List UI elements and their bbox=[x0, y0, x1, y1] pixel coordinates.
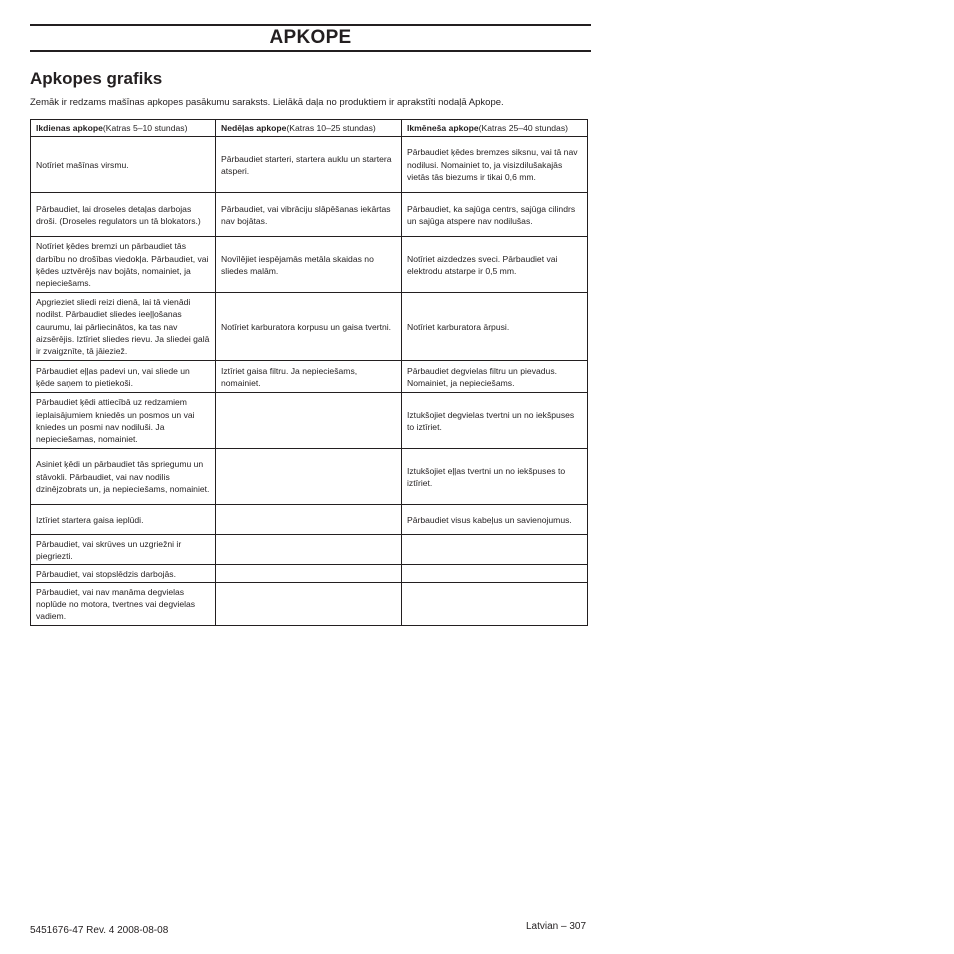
table-row bbox=[31, 237, 588, 293]
table-row bbox=[31, 393, 588, 449]
header-weekly-interval: (Katras 10–25 stundas) bbox=[286, 123, 376, 133]
table-cell-daily: Pārbaudiet, vai skrūves un uzgriežni ir piegriezti. bbox=[31, 535, 216, 565]
table-row bbox=[31, 449, 588, 505]
table-row bbox=[31, 505, 588, 535]
table-cell-monthly: Iztukšojiet eļļas tvertni un no iekšpuses to iztīriet. bbox=[402, 449, 588, 505]
table-cell-weekly bbox=[216, 535, 402, 565]
header-monthly bbox=[402, 120, 588, 137]
table-cell-monthly bbox=[402, 535, 588, 565]
table-cell-monthly: Iztukšojiet degvielas tvertni un no iekšpuses to iztīriet. bbox=[402, 393, 588, 449]
table-cell-monthly: Pārbaudiet ķēdes bremzes siksnu, vai tā nav nodilusi. Nomainiet to, ja visizdilušakajās vietās tās biezums ir tikai 0,6 mm. bbox=[402, 137, 588, 193]
section-header bbox=[30, 24, 591, 52]
table-row bbox=[31, 137, 588, 193]
table-row bbox=[31, 293, 588, 361]
table-row bbox=[31, 361, 588, 393]
table-cell-daily: Iztīriet startera gaisa ieplūdi. bbox=[31, 505, 216, 535]
table-cell-monthly: Pārbaudiet degvielas filtru un pievadus. Nomainiet, ja nepieciešams. bbox=[402, 361, 588, 393]
header-monthly-title: Ikmēneša apkope bbox=[407, 123, 479, 133]
table-cell-weekly bbox=[216, 565, 402, 583]
header-daily bbox=[31, 120, 216, 137]
table-cell-daily: Pārbaudiet, vai stopslēdzis darbojās. bbox=[31, 565, 216, 583]
table-header-row bbox=[31, 120, 588, 137]
table-cell-daily: Notīriet mašīnas virsmu. bbox=[31, 137, 216, 193]
table-body bbox=[31, 137, 588, 626]
table-cell-monthly: Pārbaudiet visus kabeļus un savienojumus. bbox=[402, 505, 588, 535]
header-monthly-interval: (Katras 25–40 stundas) bbox=[478, 123, 568, 133]
table-cell-daily: Pārbaudiet, vai nav manāma degvielas noplūde no motora, tvertnes vai degvielas vadiem. bbox=[31, 583, 216, 626]
maintenance-schedule-table bbox=[30, 119, 588, 626]
table-cell-daily: Notīriet ķēdes bremzi un pārbaudiet tās darbību no drošības viedokļa. Pārbaudiet, vai ķēdes uztvērējs nav bojāts, nomainiet, ja nepieciešams. bbox=[31, 237, 216, 293]
table-cell-weekly: Novīlējiet iespējamās metāla skaidas no sliedes malām. bbox=[216, 237, 402, 293]
table-cell-weekly: Pārbaudiet starteri, startera auklu un startera atsperi. bbox=[216, 137, 402, 193]
table-cell-daily: Pārbaudiet eļļas padevi un, vai sliede un ķēde saņem to pietiekoši. bbox=[31, 361, 216, 393]
page-title: Apkopes grafiks bbox=[30, 69, 163, 88]
page-number: Latvian – 307 bbox=[526, 921, 587, 932]
table-row bbox=[31, 535, 588, 565]
section-header-text: APKOPE bbox=[269, 27, 352, 48]
header-weekly bbox=[216, 120, 402, 137]
table-cell-monthly bbox=[402, 565, 588, 583]
table-row bbox=[31, 583, 588, 626]
table-cell-weekly: Pārbaudiet, vai vibrāciju slāpēšanas iekārtas nav bojātas. bbox=[216, 193, 402, 237]
header-weekly-title: Nedēļas apkope bbox=[221, 123, 287, 133]
table-cell-weekly: Notīriet karburatora korpusu un gaisa tvertni. bbox=[216, 293, 402, 361]
table-cell-monthly: Pārbaudiet, ka sajūga centrs, sajūga cilindrs un sajūga atspere nav nodilušas. bbox=[402, 193, 588, 237]
table-cell-weekly: Iztīriet gaisa filtru. Ja nepieciešams, nomainiet. bbox=[216, 361, 402, 393]
table-cell-monthly: Notīriet aizdedzes sveci. Pārbaudiet vai elektrodu atstarpe ir 0,5 mm. bbox=[402, 237, 588, 293]
table-cell-daily: Pārbaudiet ķēdi attiecībā uz redzamiem ieplaisājumiem kniedēs un posmos un vai kniedes un posmi nav nodiluši. Ja nepieciešamas, nomainiet. bbox=[31, 393, 216, 449]
document-reference: 5451676-47 Rev. 4 2008-08-08 bbox=[30, 925, 169, 936]
table-cell-daily: Asiniet ķēdi un pārbaudiet tās spriegumu un stāvokli. Pārbaudiet, vai nav nodilis dzinējzobrats un, ja nepieciešams, nomainiet. bbox=[31, 449, 216, 505]
table-cell-weekly bbox=[216, 505, 402, 535]
table-cell-daily: Apgrieziet sliedi reizi dienā, lai tā vienādi nodilst. Pārbaudiet sliedes ieeļļošanas caurumu, lai pārliecinātos, ka tas nav aizsērējis. Iztīriet sliedes rievu. Ja sliedei galā ir zvaigznīte, tā jāieziež. bbox=[31, 293, 216, 361]
table-cell-weekly bbox=[216, 449, 402, 505]
table-cell-monthly bbox=[402, 583, 588, 626]
table-cell-monthly: Notīriet karburatora ārpusi. bbox=[402, 293, 588, 361]
header-daily-interval: (Katras 5–10 stundas) bbox=[102, 123, 188, 133]
header-daily-title: Ikdienas apkope bbox=[36, 123, 103, 133]
table-cell-weekly bbox=[216, 393, 402, 449]
intro-text: Zemāk ir redzams mašīnas apkopes pasākumu saraksts. Lielākā daļa no produktiem ir aprakstīti nodaļā Apkope. bbox=[30, 97, 504, 108]
table-cell-weekly bbox=[216, 583, 402, 626]
table-cell-daily: Pārbaudiet, lai droseles detaļas darbojas droši. (Droseles regulators un tā blokators.) bbox=[31, 193, 216, 237]
table-row bbox=[31, 565, 588, 583]
table-row bbox=[31, 193, 588, 237]
